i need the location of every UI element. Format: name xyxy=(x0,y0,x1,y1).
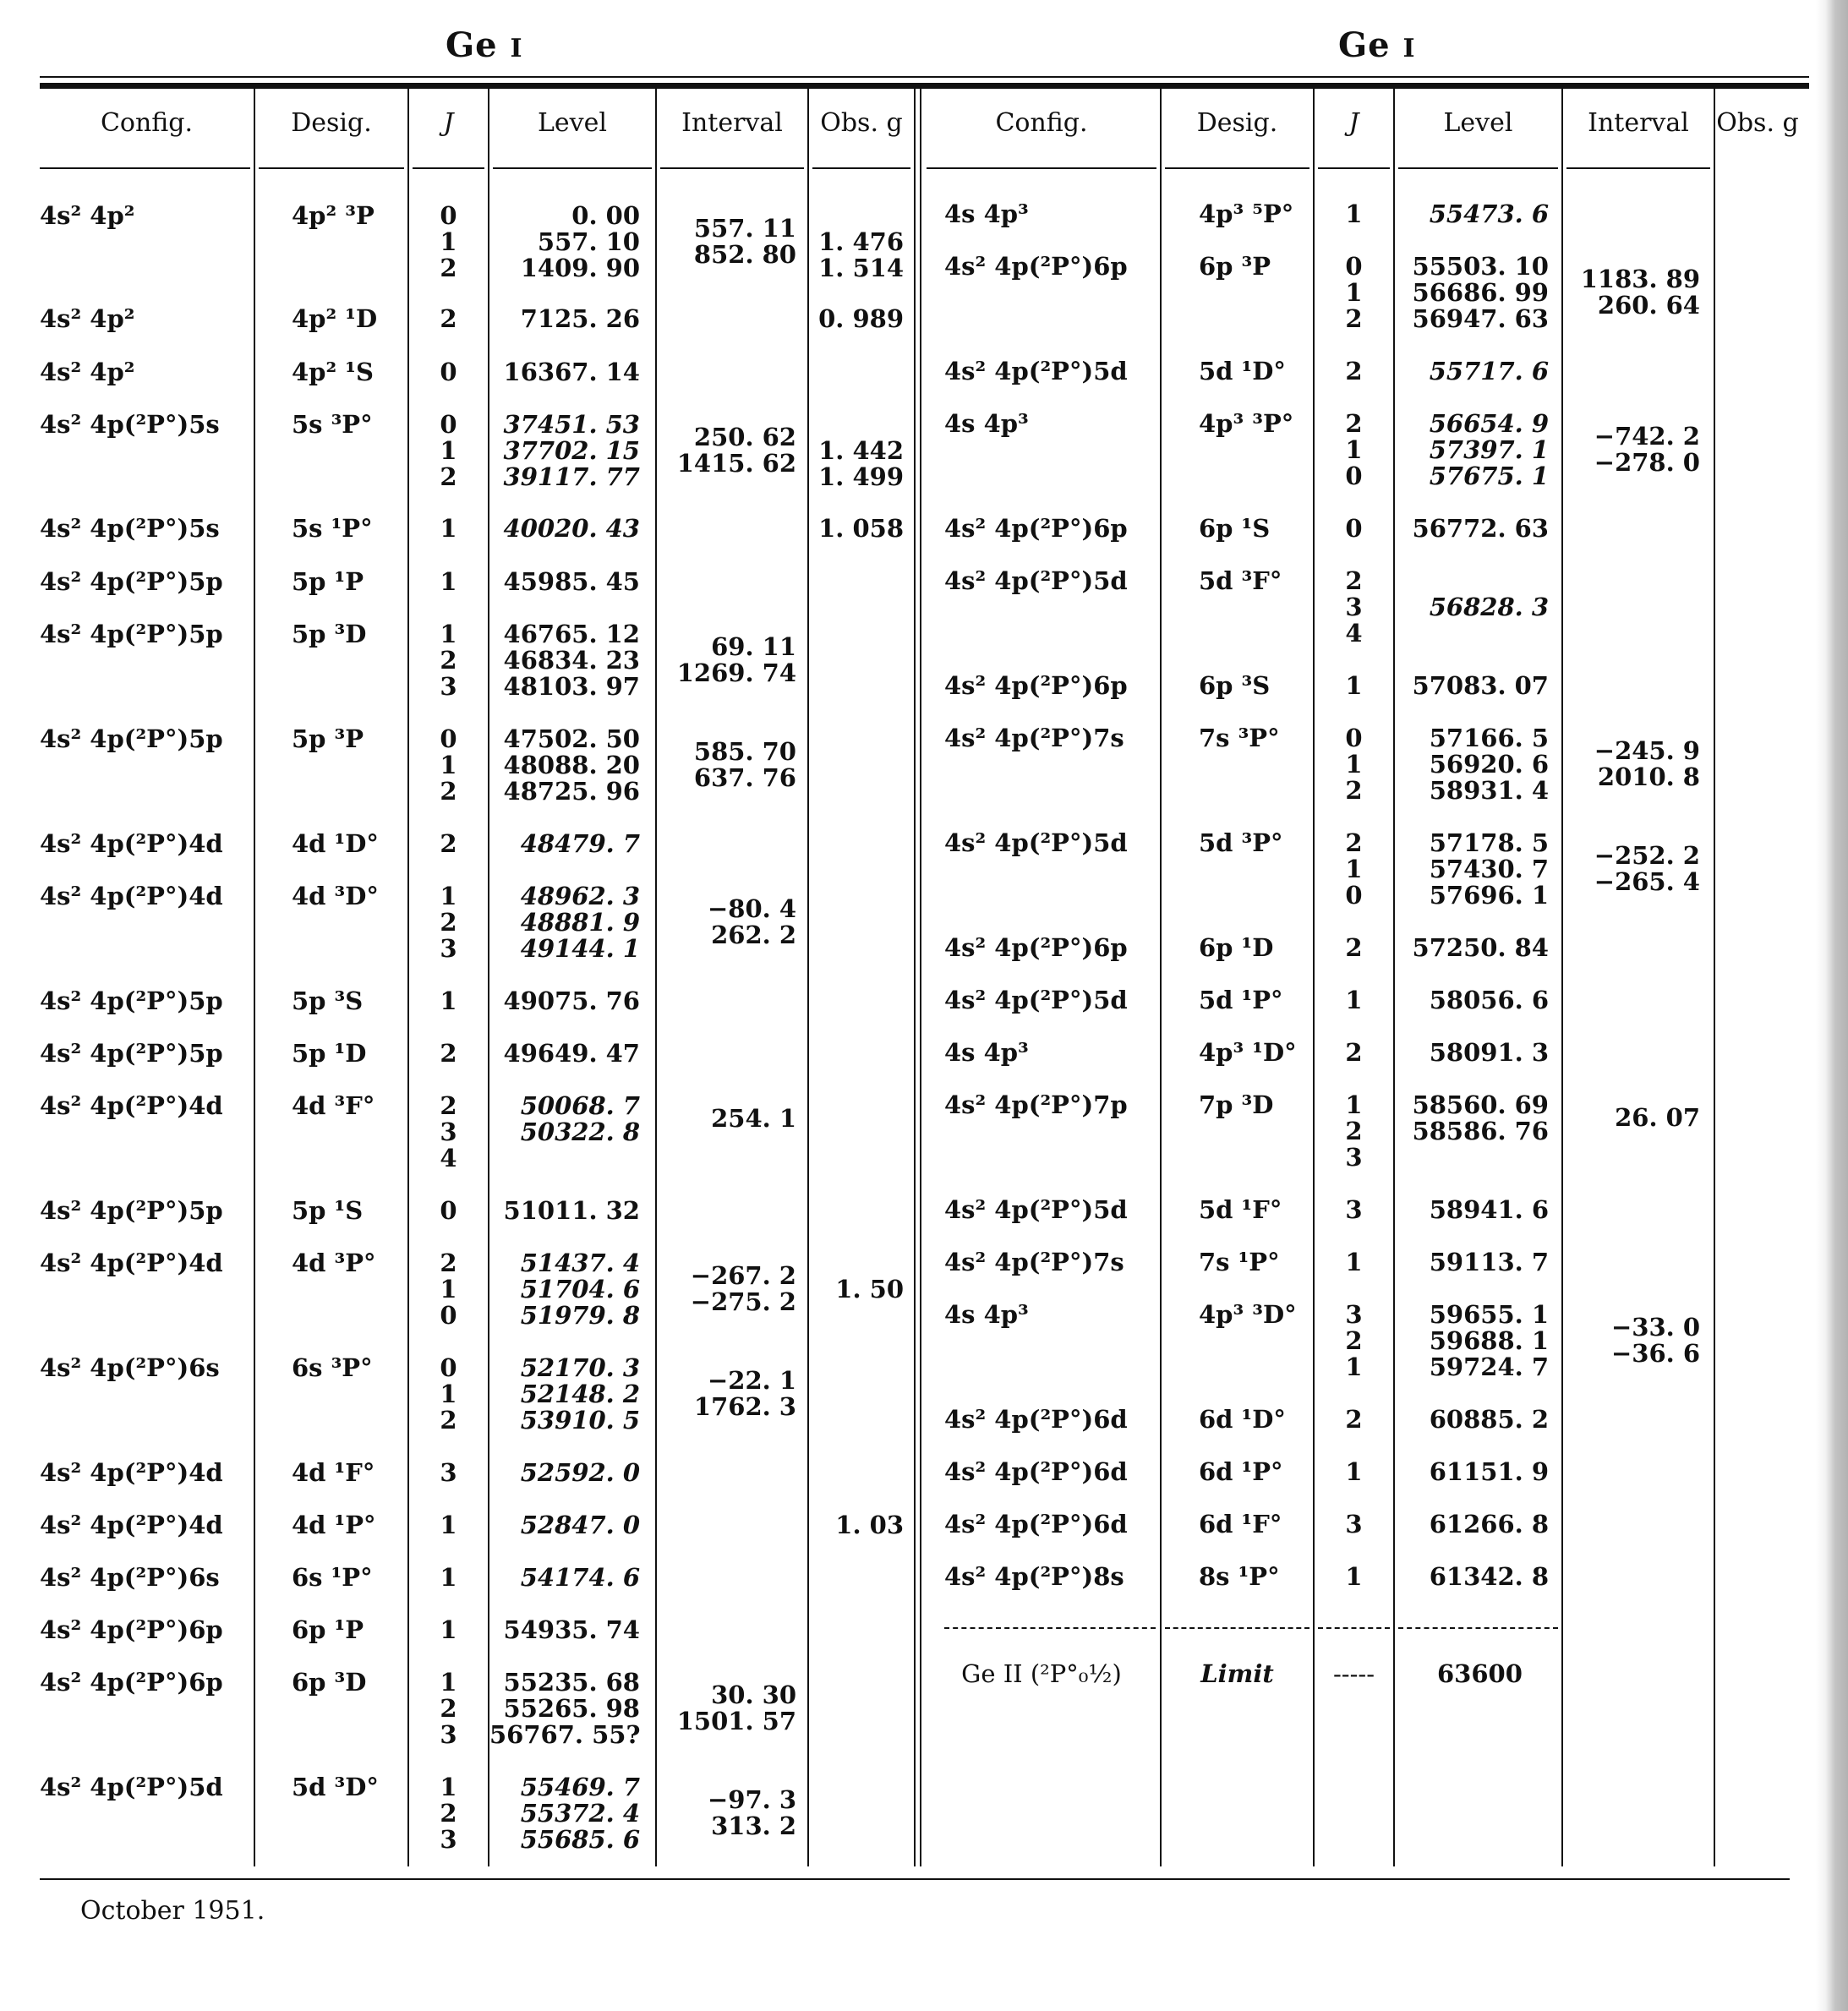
interval-cell: 585. 70 637. 76 xyxy=(693,737,796,792)
j-cell: 1 2 3 xyxy=(440,1668,457,1749)
j-cell: 1 xyxy=(1345,1457,1363,1486)
config-cell: 4s² 4p(²P°)4d xyxy=(40,882,223,910)
dashed-separator xyxy=(1398,1627,1558,1629)
config-cell: 4s² 4p(²P°)5p xyxy=(40,620,223,648)
config-cell: 4s² 4p(²P°)6s xyxy=(40,1563,220,1592)
config-cell: 4s² 4p(²P°)6p xyxy=(40,1668,223,1697)
header-level: Level xyxy=(1443,108,1513,138)
top-rule-thick xyxy=(40,83,1809,89)
col-divider xyxy=(1714,87,1715,1866)
col-divider xyxy=(254,87,255,1866)
limit-level: 63600 xyxy=(1437,1659,1523,1688)
interval-cell: −80. 4 262. 2 xyxy=(707,894,796,949)
interval-cell: 1183. 89 260. 64 xyxy=(1580,265,1700,320)
desig-cell: 4d ³P° xyxy=(292,1249,376,1277)
j-cell: 0 1 2 xyxy=(440,201,457,282)
desig-cell: 5s ¹P° xyxy=(292,514,373,543)
j-cell: 2 xyxy=(440,304,457,333)
level-cell: 59655. 1 59688. 1 59724. 7 xyxy=(1429,1300,1549,1381)
config-cell: 4s² 4p(²P°)4d xyxy=(40,829,223,858)
level-cell: 0. 00 557. 10 1409. 90 xyxy=(520,201,640,282)
interval-cell: 69. 11 1269. 74 xyxy=(676,632,796,687)
config-cell: 4s² 4p² xyxy=(40,358,135,386)
config-cell: 4s² 4p(²P°)5p xyxy=(40,986,223,1015)
config-cell: 4s² 4p(²P°)5p xyxy=(40,1039,223,1068)
desig-cell: 5d ¹P° xyxy=(1199,986,1283,1014)
desig-cell: 6d ¹P° xyxy=(1199,1457,1283,1486)
desig-cell: 4d ³F° xyxy=(292,1091,375,1120)
right-title: Ge I xyxy=(1338,25,1416,65)
interval-cell: −33. 0 −36. 6 xyxy=(1610,1313,1700,1368)
level-cell: 47502. 50 48088. 20 48725. 96 xyxy=(503,724,640,806)
config-cell: 4s² 4p(²P°)6p xyxy=(944,671,1128,700)
config-cell: 4s² 4p(²P°)6d xyxy=(944,1457,1128,1486)
level-cell: 56654. 9 57397. 1 57675. 1 xyxy=(1429,409,1549,490)
level-cell: 55469. 7 55372. 4 55685. 6 xyxy=(520,1773,640,1854)
config-cell: 4s² 4p(²P°)4d xyxy=(40,1511,223,1539)
interval-cell: 250. 62 1415. 62 xyxy=(676,423,796,478)
j-cell: 1 xyxy=(440,986,457,1015)
config-cell: 4s² 4p(²P°)7s xyxy=(944,1248,1124,1276)
level-cell: 51011. 32 xyxy=(503,1196,640,1225)
level-cell: 7125. 26 xyxy=(520,304,640,333)
level-cell: 56828. 3 xyxy=(1429,593,1549,621)
level-cell: 48479. 7 xyxy=(520,829,640,858)
desig-cell: 6s ³P° xyxy=(292,1353,373,1382)
header-underline xyxy=(1398,167,1558,169)
config-cell: 4s 4p³ xyxy=(944,199,1029,228)
j-cell: 2 xyxy=(1345,357,1363,385)
desig-cell: 4d ¹F° xyxy=(292,1458,375,1487)
desig-cell: 6p ¹P xyxy=(292,1615,364,1644)
header-obs-g: Obs. g xyxy=(820,108,903,138)
j-cell: 1 2 3 xyxy=(440,1773,457,1854)
desig-cell: 6p ³P xyxy=(1199,252,1271,281)
level-cell: 57166. 5 56920. 6 58931. 4 xyxy=(1429,724,1549,805)
header-obs-g: Obs. g xyxy=(1716,108,1799,138)
desig-cell: 5p ³D xyxy=(292,620,367,648)
desig-cell: 6p ¹S xyxy=(1199,514,1271,543)
desig-cell: 4p³ ⁵P° xyxy=(1199,199,1294,228)
config-cell: 4s² 4p(²P°)5s xyxy=(40,410,220,439)
desig-cell: 7s ³P° xyxy=(1199,724,1280,752)
desig-cell: 4p² ¹D xyxy=(292,304,378,333)
header-underline xyxy=(812,167,910,169)
center-double-divider xyxy=(914,87,921,1866)
j-cell: 3 2 1 xyxy=(1345,1300,1363,1381)
desig-cell: 7p ³D xyxy=(1199,1090,1274,1119)
level-cell: 55235. 68 55265. 98 56767. 55? xyxy=(489,1668,641,1749)
header-interval: Interval xyxy=(1588,108,1689,138)
config-cell: 4s² 4p(²P°)5d xyxy=(944,357,1128,385)
j-cell: 2 xyxy=(1345,1038,1363,1067)
level-cell: 58056. 6 xyxy=(1429,986,1549,1014)
header-underline xyxy=(660,167,804,169)
level-cell: 16367. 14 xyxy=(503,358,640,386)
config-cell: 4s² 4p(²P°)4d xyxy=(40,1249,223,1277)
j-cell: 0 1 2 xyxy=(440,724,457,806)
j-cell: 0 xyxy=(1345,514,1363,543)
desig-cell: 5p ³S xyxy=(292,986,364,1015)
level-cell: 54935. 74 xyxy=(503,1615,640,1644)
desig-cell: 6d ¹F° xyxy=(1199,1510,1282,1538)
config-cell: 4s 4p³ xyxy=(944,1300,1029,1329)
j-cell: 1 xyxy=(440,514,457,543)
config-cell: 4s² 4p(²P°)4d xyxy=(40,1458,223,1487)
limit-desig: Limit xyxy=(1200,1659,1274,1688)
desig-cell: 5s ³P° xyxy=(292,410,373,439)
desig-cell: 6p ³D xyxy=(292,1668,367,1697)
obs-g-cell: 1. 442 1. 499 xyxy=(818,436,904,491)
obs-g-cell: 0. 989 xyxy=(818,304,904,333)
config-cell: 4s² 4p(²P°)6p xyxy=(944,933,1128,962)
j-cell: 0 1 2 xyxy=(440,1353,457,1434)
desig-cell: 6s ¹P° xyxy=(292,1563,373,1592)
j-cell: 3 xyxy=(440,1458,457,1487)
header-config: Config. xyxy=(995,108,1088,138)
j-cell: 1 xyxy=(1345,1562,1363,1591)
desig-cell: 5p ¹S xyxy=(292,1196,364,1225)
j-cell: 2 3 4 xyxy=(440,1091,457,1172)
j-cell: 1 2 3 xyxy=(440,882,457,963)
level-cell: 48962. 3 48881. 9 49144. 1 xyxy=(520,882,640,963)
dashed-separator xyxy=(1165,1627,1309,1629)
limit-j: ----- xyxy=(1333,1659,1375,1688)
j-cell: 2 3 4 xyxy=(1345,566,1363,648)
col-divider xyxy=(1313,87,1315,1866)
config-cell: 4s² 4p(²P°)6p xyxy=(40,1615,223,1644)
dashed-separator xyxy=(1318,1627,1390,1629)
level-cell: 46765. 12 46834. 23 48103. 97 xyxy=(503,620,640,701)
interval-cell: −252. 2 −265. 4 xyxy=(1594,841,1700,896)
config-cell: 4s² 4p(²P°)7p xyxy=(944,1090,1128,1119)
footer-date: October 1951. xyxy=(80,1896,265,1926)
desig-cell: 8s ¹P° xyxy=(1199,1562,1280,1591)
interval-cell: −97. 3 313. 2 xyxy=(707,1785,796,1840)
config-cell: 4s² 4p(²P°)6s xyxy=(40,1353,220,1382)
level-cell: 55717. 6 xyxy=(1429,357,1549,385)
desig-cell: 5d ³F° xyxy=(1199,566,1282,595)
config-cell: 4s² 4p(²P°)5s xyxy=(40,514,220,543)
interval-cell: 30. 30 1501. 57 xyxy=(676,1680,796,1735)
desig-cell: 4p³ ³P° xyxy=(1199,409,1294,438)
config-cell: 4s² 4p(²P°)5d xyxy=(944,986,1128,1014)
col-divider xyxy=(1160,87,1162,1866)
col-divider xyxy=(488,87,489,1866)
left-title: Ge I xyxy=(446,25,523,65)
config-cell: 4s² 4p(²P°)5p xyxy=(40,724,223,753)
config-cell: 4s² 4p(²P°)5p xyxy=(40,1196,223,1225)
header-underline xyxy=(259,167,404,169)
j-cell: 3 xyxy=(1345,1510,1363,1538)
level-cell: 61342. 8 xyxy=(1429,1562,1549,1591)
desig-cell: 4d ³D° xyxy=(292,882,379,910)
j-cell: 1 xyxy=(440,1511,457,1539)
header-underline xyxy=(413,167,484,169)
header-underline xyxy=(927,167,1156,169)
config-cell: 4s 4p³ xyxy=(944,409,1029,438)
col-divider xyxy=(807,87,809,1866)
level-cell: 56772. 63 xyxy=(1412,514,1549,543)
level-cell: 49649. 47 xyxy=(503,1039,640,1068)
config-cell: 4s² 4p(²P°)7s xyxy=(944,724,1124,752)
header-underline xyxy=(1318,167,1390,169)
j-cell: 2 xyxy=(440,1039,457,1068)
desig-cell: 6p ³S xyxy=(1199,671,1271,700)
j-cell: 2 1 0 xyxy=(1345,828,1363,910)
level-cell: 57250. 84 xyxy=(1412,933,1549,962)
top-rule-thin xyxy=(40,76,1809,78)
interval-cell: 557. 11 852. 80 xyxy=(693,214,796,269)
desig-cell: 5d ¹F° xyxy=(1199,1195,1282,1224)
j-cell: 1 xyxy=(1345,1248,1363,1276)
desig-cell: 4d ¹D° xyxy=(292,829,379,858)
config-cell: 4s² 4p(²P°)5d xyxy=(944,566,1128,595)
level-cell: 55473. 6 xyxy=(1429,199,1549,228)
j-cell: 0 1 2 xyxy=(1345,724,1363,805)
desig-cell: 4d ¹P° xyxy=(292,1511,376,1539)
level-cell: 60885. 2 xyxy=(1429,1405,1549,1434)
desig-cell: 4p² ³P xyxy=(292,201,375,230)
config-cell: 4s² 4p(²P°)5d xyxy=(944,1195,1128,1224)
config-cell: 4s² 4p(²P°)4d xyxy=(40,1091,223,1120)
j-cell: 1 xyxy=(1345,986,1363,1014)
col-divider xyxy=(407,87,409,1866)
obs-g-cell: 1. 058 xyxy=(818,514,904,543)
header-underline xyxy=(1165,167,1309,169)
j-cell: 1 2 3 xyxy=(440,620,457,701)
desig-cell: 5d ³P° xyxy=(1199,828,1283,857)
level-cell: 57178. 5 57430. 7 57696. 1 xyxy=(1429,828,1549,910)
level-cell: 57083. 07 xyxy=(1412,671,1549,700)
j-cell: 1 xyxy=(440,567,457,596)
dashed-separator xyxy=(944,1627,1156,1629)
desig-cell: 5d ³D° xyxy=(292,1773,379,1801)
obs-g-cell: 1. 50 xyxy=(835,1275,904,1303)
desig-cell: 5d ¹D° xyxy=(1199,357,1286,385)
level-cell: 61151. 9 xyxy=(1429,1457,1549,1486)
j-cell: 2 1 0 xyxy=(440,1249,457,1330)
config-cell: 4s 4p³ xyxy=(944,1038,1029,1067)
col-divider xyxy=(1393,87,1395,1866)
config-cell: 4s² 4p² xyxy=(40,304,135,333)
j-cell: 1 xyxy=(440,1615,457,1644)
level-cell: 37451. 53 37702. 15 39117. 77 xyxy=(503,410,640,491)
j-cell: 2 xyxy=(440,829,457,858)
j-cell: 3 xyxy=(1345,1195,1363,1224)
level-cell: 52847. 0 xyxy=(520,1511,640,1539)
j-cell: 0 xyxy=(440,358,457,386)
j-cell: 2 xyxy=(1345,1405,1363,1434)
config-cell: 4s² 4p² xyxy=(40,201,135,230)
desig-cell: 6p ¹D xyxy=(1199,933,1274,962)
header-j: J xyxy=(443,108,454,138)
j-cell: 2 xyxy=(1345,933,1363,962)
j-cell: 0 xyxy=(440,1196,457,1225)
header-config: Config. xyxy=(100,108,194,138)
level-cell: 54174. 6 xyxy=(520,1563,640,1592)
level-cell: 58560. 69 58586. 76 xyxy=(1412,1090,1549,1145)
config-cell: 4s² 4p(²P°)6p xyxy=(944,514,1128,543)
config-cell: 4s² 4p(²P°)5d xyxy=(40,1773,223,1801)
interval-cell: −742. 2 −278. 0 xyxy=(1594,422,1700,477)
header-underline xyxy=(1566,167,1710,169)
config-cell: 4s² 4p(²P°)5d xyxy=(944,828,1128,857)
header-underline xyxy=(40,167,250,169)
j-cell: 1 xyxy=(440,1563,457,1592)
desig-cell: 6d ¹D° xyxy=(1199,1405,1286,1434)
level-cell: 52170. 3 52148. 2 53910. 5 xyxy=(520,1353,640,1434)
desig-cell: 4p³ ³D° xyxy=(1199,1300,1297,1329)
header-level: Level xyxy=(538,108,607,138)
header-desig: Desig. xyxy=(291,108,372,138)
header-desig: Desig. xyxy=(1196,108,1278,138)
level-cell: 58941. 6 xyxy=(1429,1195,1549,1224)
page-edge-shadow xyxy=(1816,0,1848,2011)
config-cell: 4s² 4p(²P°)6p xyxy=(944,252,1128,281)
col-divider xyxy=(1561,87,1563,1866)
j-cell: 1 2 3 xyxy=(1345,1090,1363,1172)
interval-cell: −245. 9 2010. 8 xyxy=(1594,736,1700,791)
header-interval: Interval xyxy=(681,108,783,138)
level-cell: 49075. 76 xyxy=(503,986,640,1015)
j-cell: 1 xyxy=(1345,671,1363,700)
desig-cell: 4p² ¹S xyxy=(292,358,374,386)
level-cell: 40020. 43 xyxy=(503,514,640,543)
level-cell: 45985. 45 xyxy=(503,567,640,596)
desig-cell: 5p ¹D xyxy=(292,1039,367,1068)
j-cell: 0 1 2 xyxy=(1345,252,1363,333)
bottom-rule xyxy=(40,1878,1790,1880)
desig-cell: 7s ¹P° xyxy=(1199,1248,1280,1276)
interval-cell: −267. 2 −275. 2 xyxy=(690,1261,796,1316)
level-cell: 59113. 7 xyxy=(1429,1248,1549,1276)
level-cell: 52592. 0 xyxy=(520,1458,640,1487)
level-cell: 61266. 8 xyxy=(1429,1510,1549,1538)
desig-cell: 4p³ ¹D° xyxy=(1199,1038,1297,1067)
limit-config: Ge II (²P°₀½) xyxy=(961,1659,1122,1688)
header-underline xyxy=(493,167,652,169)
interval-cell: 254. 1 xyxy=(711,1104,796,1133)
j-cell: 2 1 0 xyxy=(1345,409,1363,490)
level-cell: 50068. 7 50322. 8 xyxy=(520,1091,640,1146)
obs-g-cell: 1. 03 xyxy=(835,1511,904,1539)
level-cell: 55503. 10 56686. 99 56947. 63 xyxy=(1412,252,1549,333)
obs-g-cell: 1. 476 1. 514 xyxy=(818,227,904,282)
config-cell: 4s² 4p(²P°)6d xyxy=(944,1405,1128,1434)
header-j: J xyxy=(1348,108,1359,138)
col-divider xyxy=(655,87,657,1866)
level-cell: 51437. 4 51704. 6 51979. 8 xyxy=(520,1249,640,1330)
j-cell: 1 xyxy=(1345,199,1363,228)
j-cell: 0 1 2 xyxy=(440,410,457,491)
config-cell: 4s² 4p(²P°)6d xyxy=(944,1510,1128,1538)
config-cell: 4s² 4p(²P°)5p xyxy=(40,567,223,596)
interval-cell: 26. 07 xyxy=(1615,1103,1700,1132)
level-cell: 58091. 3 xyxy=(1429,1038,1549,1067)
desig-cell: 5p ¹P xyxy=(292,567,364,596)
desig-cell: 5p ³P xyxy=(292,724,364,753)
interval-cell: −22. 1 1762. 3 xyxy=(693,1366,796,1421)
config-cell: 4s² 4p(²P°)8s xyxy=(944,1562,1124,1591)
